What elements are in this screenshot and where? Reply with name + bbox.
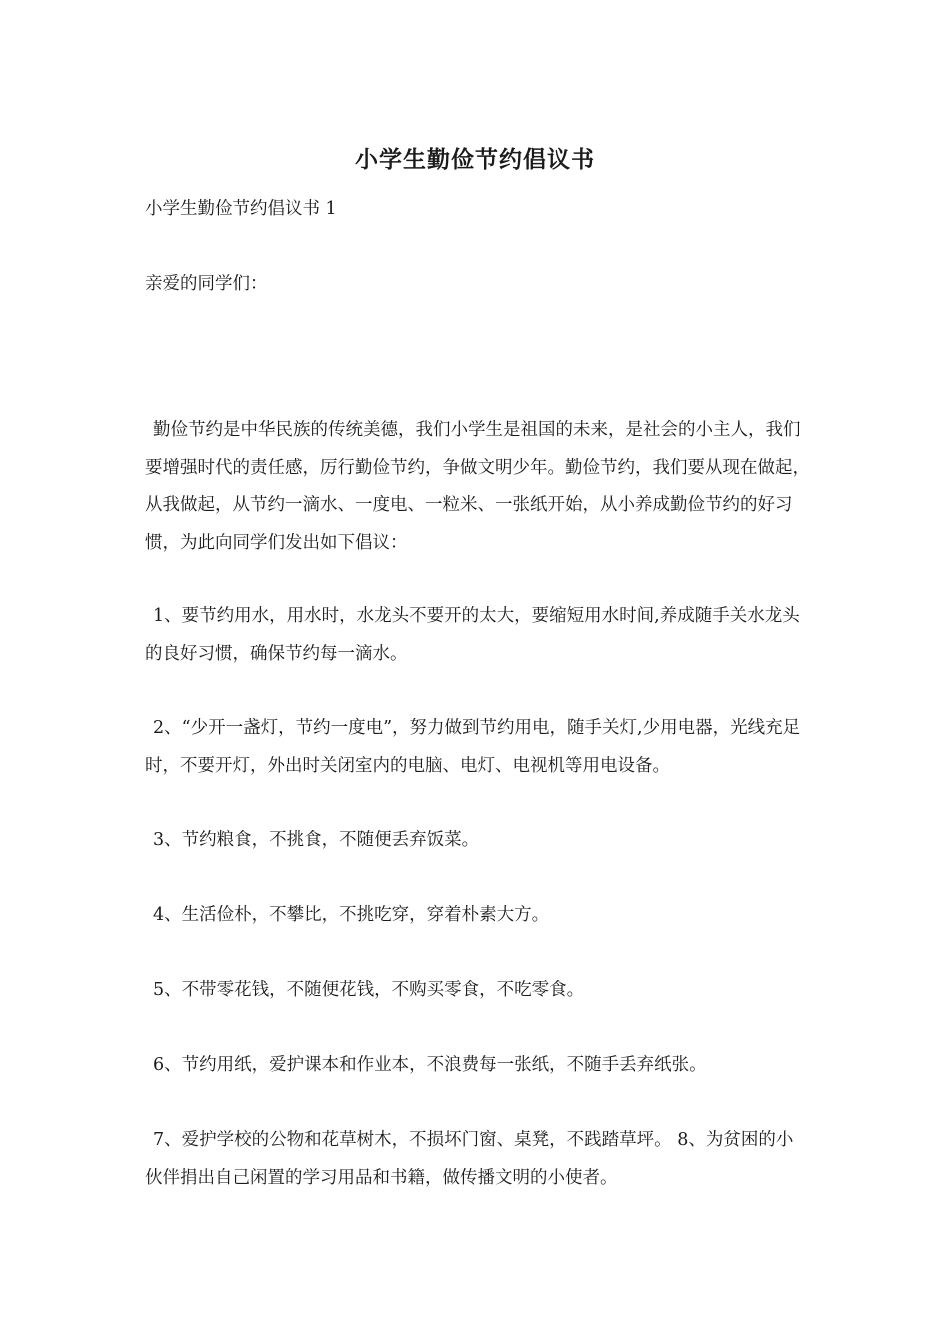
proposal-item-5: 5、不带零花钱，不随便花钱，不购买零食，不吃零食。: [153, 980, 585, 1000]
proposal-item-7-8: 7、爱护学校的公物和花草树木，不损坏门窗、桌凳，不践踏草坪。 8、为贫困的小伙伴捐出自己闲置的学习用品和书籍，做传播文明的小使者。: [145, 1130, 794, 1188]
document-title: 小学生勤俭节约倡议书: [355, 146, 595, 173]
proposal-item-3: 3、节约粮食，不挑食，不随便丢弃饭菜。: [153, 830, 480, 850]
proposal-item-2: 2、“少开一盏灯，节约一度电”，努力做到节约用电，随手关灯,少用电器，光线充足时，不要开灯，外出时关闭室内的电脑、电灯、电视机等用电设备。: [145, 718, 801, 776]
intro-paragraph: 勤俭节约是中华民族的传统美德，我们小学生是祖国的未来，是社会的小主人，我们要增强时代的责任感，厉行勤俭节约，争做文明少年。勤俭节约，我们要从现在做起，从我做起，从节约一滴水、一度电、一粒米、一张纸开始，从小养成勤俭节约的好习惯，为此向同学们发出如下倡议：: [145, 420, 810, 553]
proposal-item-6: 6、节约用纸，爱护课本和作业本，不浪费每一张纸，不随手丢弃纸张。: [153, 1055, 707, 1075]
salutation: 亲爱的同学们：: [145, 274, 268, 294]
document-subtitle: 小学生勤俭节约倡议书 1: [145, 199, 337, 219]
proposal-item-1: 1、要节约用水，用水时，水龙头不要开的太大，要缩短用水时间,养成随手关水龙头的良好习惯，确保节约每一滴水。: [145, 606, 800, 664]
proposal-item-4: 4、生活俭朴，不攀比，不挑吃穿，穿着朴素大方。: [153, 905, 550, 925]
